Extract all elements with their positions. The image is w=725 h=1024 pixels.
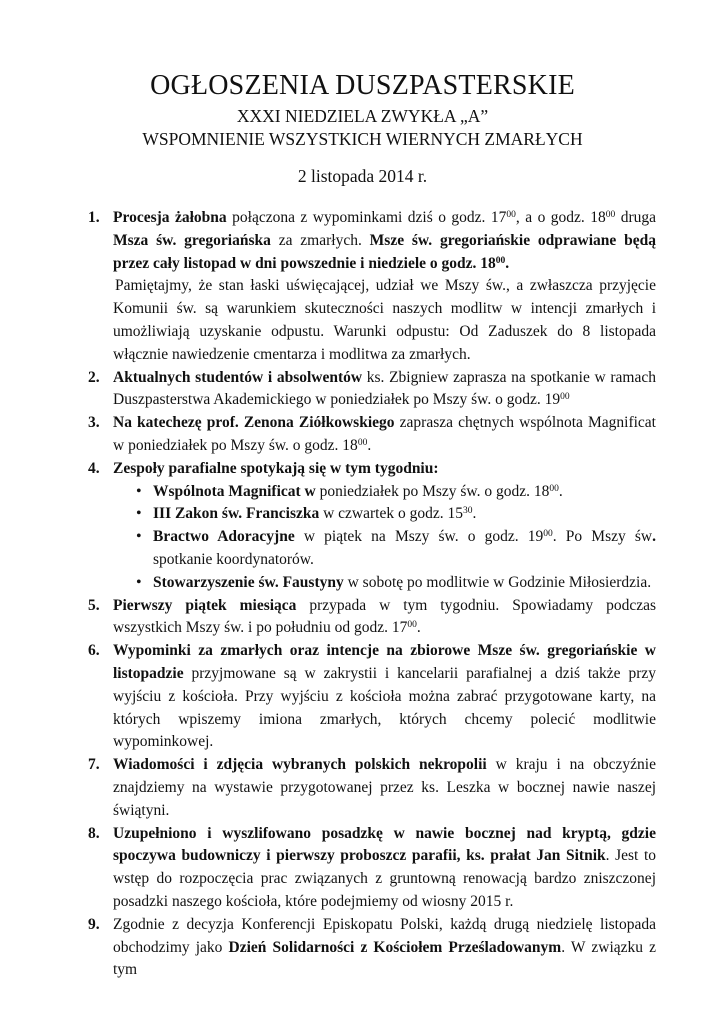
item-text: Zespoły parafialne spotykają się w tym tygodniu: (113, 459, 439, 477)
item-text: Procesja żałobna połączona z wypominkami dziś o godz. $17^{00}$, a o godz. $18^{00}$ druga Msza św. gregoriańska za zmarłych. Msze św. gregoriańskie odprawiane będą przez cały listopad w dni powszednie i niedziele o godz. $18^{00}$. (113, 209, 657, 272)
item-paragraph: Pamiętajmy, że stan łaski uświęcającej, udział we Mszy św., a zwłaszcza przyjęcie Komunii św. są warunkiem skuteczności naszych modlitw w intencji zmarłych i umożliwiają uzyskanie odpustu. Warunki odpustu: Od Zaduszek do 8 listopada włącznie nawiedzenie cmentarza i modlitwa za zmarłych. (113, 277, 656, 363)
item-number: 4. (88, 459, 100, 477)
commemoration: WSPOMNIENIE WSZYSTKICH WIERNYCH ZMARŁYCH (142, 129, 583, 149)
list-item (88, 914, 656, 982)
item-number: 1. (88, 209, 100, 226)
bullet-item: • Wspólnota Magnificat w poniedziałek po Mszy św. o godz. $18^{00}$. (153, 481, 656, 504)
item-number: 3. (88, 414, 100, 432)
item-number: 6. (88, 642, 100, 660)
list-item (88, 595, 656, 641)
list-item (88, 640, 656, 754)
page-title: OGŁOSZENIA DUSZPASTERSKIE (150, 70, 575, 101)
bullet-item: • Bractwo Adoracyjne w piątek na Mszy św. o godz. $19^{00}$. Po Mszy św. spotkanie koordynatorów. (153, 526, 656, 572)
list-item (88, 458, 656, 481)
item-text: Na katechezę prof. Zenona Ziółkowskiego zaprasza chętnych wspólnota Magnificat w poniedziałek po Mszy św. o godz. $18^{00}$. (113, 414, 656, 454)
liturgical-sunday: XXXI NIEDZIELA ZWYKŁA „A” (236, 106, 489, 126)
item-text: Pierwszy piątek miesiąca przypada w tym tygodniu. Spowiadamy podczas wszystkich Mszy św. i po południu od godz. $17^{00}$. (113, 596, 656, 637)
list-item (88, 823, 656, 914)
bullet-item: • III Zakon św. Franciszka w czwartek o godz. $15^{30}$. (153, 503, 656, 526)
announcement-date: 2 listopada 2014 r. (297, 166, 428, 186)
list-item (88, 207, 656, 367)
announcement-list (88, 207, 656, 982)
item-number: 8. (88, 824, 100, 842)
item-text: Zgodnie z decyzja Konferencji Episkopatu Polski, każdą drugą niedzielę listopada obchodzimy jako Dzień Solidarności z Kościołem Prześladowanym. W związku z tym (113, 915, 657, 979)
item-number: 7. (88, 756, 100, 774)
item-text: Wypominki za zmarłych oraz intencje na zbiorowe Msze św. gregoriańskie w listopadzie przyjmowane są w zakrystii i kancelarii parafialnej a dziś także przy wyjściu z kościoła. Przy wyjściu z kościoła można zabrać przygotowane karty, na których wpiszemy imiona zmarłych, których chcemy polecić modlitwie wypominkowej. (113, 642, 656, 751)
list-item (88, 367, 656, 413)
bullet-item: • Stowarzyszenie św. Faustyny w sobotę po modlitwie w Godzinie Miłosierdzia. (153, 572, 656, 595)
list-item (88, 754, 656, 822)
item-number: 9. (88, 915, 100, 933)
item-text: Aktualnych studentów i absolwentów ks. Zbigniew zaprasza na spotkanie w ramach Duszpasterstwa Akademickiego w poniedziałek po Mszy św. o godz. $19^{00}$ (113, 368, 656, 409)
group-list (88, 481, 656, 595)
item-number: 2. (88, 368, 100, 386)
item-text: Uzupełniono i wyszlifowano posadzkę w nawie bocznej nad kryptą, gdzie spoczywa budowniczy i pierwszy proboszcz parafii, ks. prałat Jan Sitnik. Jest to wstęp do rozpoczęcia prac związanych z gruntowną renowacją bardzo zniszczonej posadzki naszego kościoła, które podejmiemy od wiosny 2015 r. (113, 824, 656, 910)
list-item (88, 412, 656, 458)
item-text: Wiadomości i zdjęcia wybranych polskich nekropolii w kraju i na obczyźnie znajdziemy na wystawie przygotowanej przez ks. Leszka w bocznej nawie naszej świątyni. (113, 756, 656, 819)
item-number: 5. (88, 596, 100, 614)
